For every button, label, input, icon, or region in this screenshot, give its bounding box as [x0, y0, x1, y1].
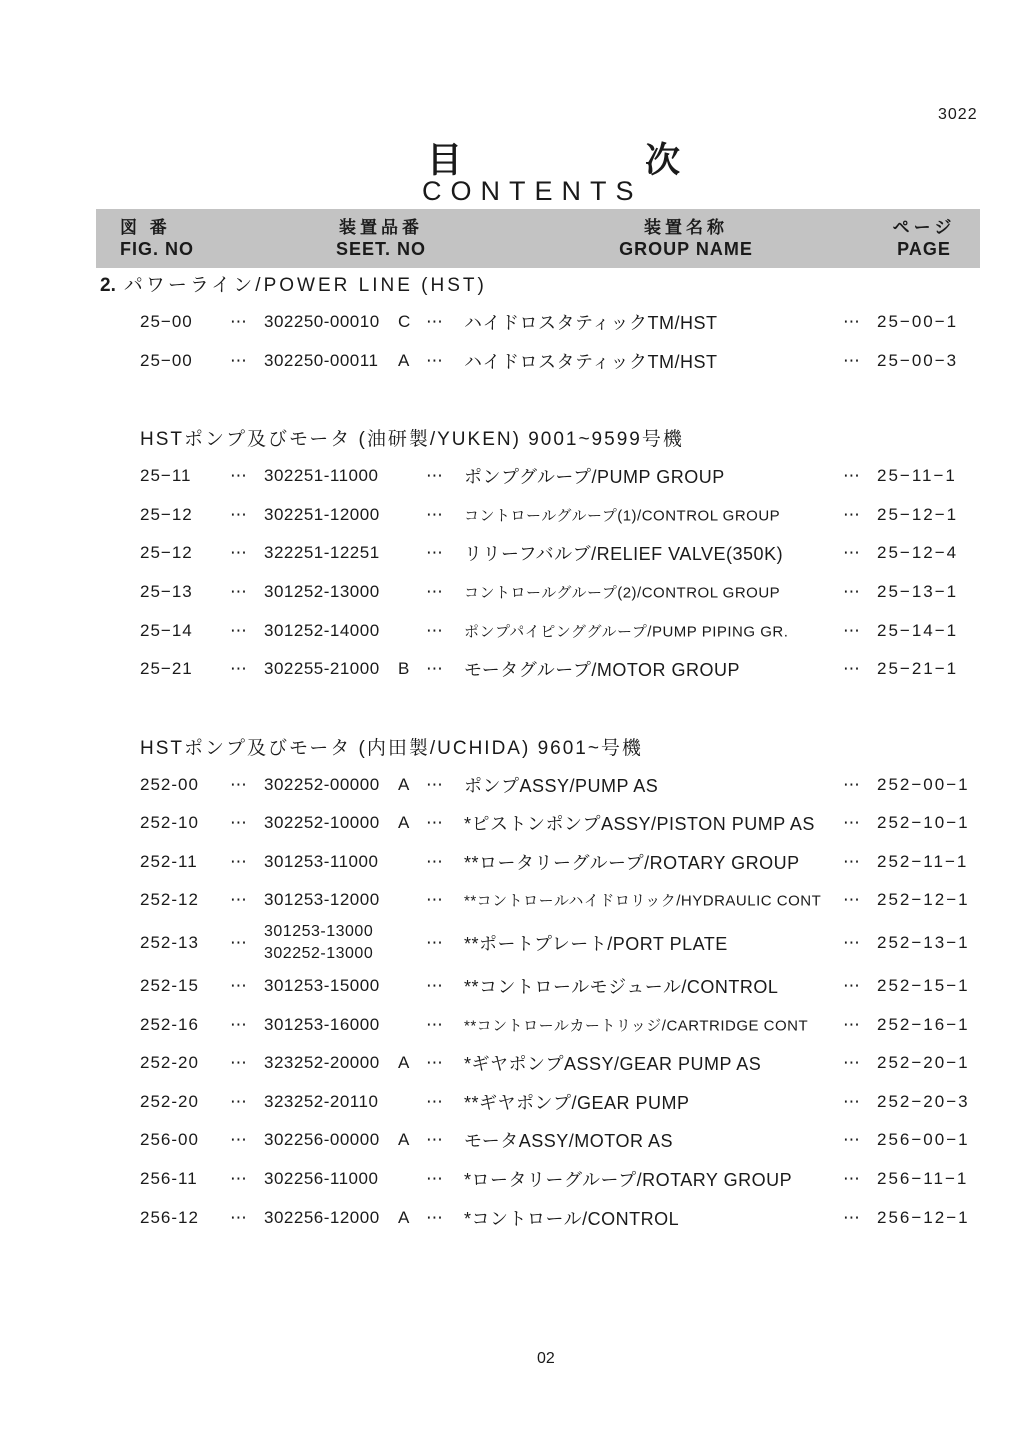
- part-no: 302250-00011: [264, 350, 379, 370]
- page-no: 252−15−1: [877, 975, 970, 995]
- subsection-header-text: HSTポンプ及びモータ (内田製/UCHIDA) 9601~号機: [140, 737, 643, 759]
- page-no: 252−12−1: [877, 890, 970, 910]
- leader-dots: ⋯: [230, 312, 247, 332]
- group-name: **コントロールモジュール/CONTROL: [464, 976, 779, 997]
- leader-dots: ⋯: [230, 466, 247, 486]
- section-number: 2.: [100, 275, 116, 296]
- leader-dots: ⋯: [230, 774, 247, 794]
- part-no: 302256-00000: [264, 1130, 380, 1150]
- toc-row: [0, 1160, 1024, 1199]
- column-header-group-name-en: GROUP NAME: [619, 238, 753, 259]
- leader-dots: ⋯: [230, 504, 247, 524]
- leader-dots: ⋯: [843, 813, 860, 833]
- leader-dots: ⋯: [843, 774, 860, 794]
- footer-page-number: 02: [537, 1350, 555, 1367]
- leader-dots: ⋯: [230, 1130, 247, 1150]
- group-name: ポンプパイピンググループ/PUMP PIPING GR.: [464, 623, 789, 641]
- page-no: 25−14−1: [877, 620, 959, 640]
- group-name: ハイドロスタティックTM/HST: [464, 351, 718, 372]
- leader-dots: ⋯: [230, 659, 247, 679]
- fig-no: 25−12: [140, 543, 193, 563]
- toc-row: [0, 1082, 1024, 1121]
- fig-no: 256-12: [140, 1207, 199, 1227]
- fig-no: 252-16: [140, 1014, 199, 1034]
- page-no: 256−12−1: [877, 1207, 970, 1227]
- leader-dots: ⋯: [230, 620, 247, 640]
- group-name: *ロータリーグループ/ROTARY GROUP: [464, 1169, 793, 1190]
- leader-dots: ⋯: [843, 504, 860, 524]
- fig-no: 25−14: [140, 620, 193, 640]
- subsection-header: [0, 727, 1024, 766]
- column-header-page-jp: ページ: [892, 217, 956, 237]
- leader-dots: ⋯: [426, 1207, 443, 1227]
- toc-row: [0, 881, 1024, 920]
- part-no: 323252-20000: [264, 1053, 380, 1073]
- leader-dots: ⋯: [426, 620, 443, 640]
- leader-dots: ⋯: [426, 543, 443, 563]
- leader-dots: ⋯: [230, 1014, 247, 1034]
- page-no: 252−10−1: [877, 813, 970, 833]
- leader-dots: ⋯: [843, 1130, 860, 1150]
- rev-code: A: [398, 1207, 410, 1227]
- fig-no: 25−00: [140, 350, 193, 370]
- leader-dots: ⋯: [426, 1091, 443, 1111]
- column-header-sheet-no-en: SEET. NO: [335, 238, 427, 259]
- page-no: 252−00−1: [877, 774, 970, 794]
- toc-row: [0, 534, 1024, 573]
- toc-row: [0, 1044, 1024, 1083]
- group-name: **ギヤポンプ/GEAR PUMP: [464, 1092, 690, 1113]
- leader-dots: ⋯: [426, 774, 443, 794]
- part-no: 302256-11000: [264, 1168, 379, 1188]
- group-name: **コントロールハイドロリック/HYDRAULIC CONT: [464, 892, 822, 910]
- page-no: 252−16−1: [877, 1014, 970, 1034]
- rev-code: A: [398, 1130, 410, 1150]
- fig-no: 252-10: [140, 813, 199, 833]
- part-no: 322251-12251: [264, 543, 380, 563]
- leader-dots: ⋯: [230, 813, 247, 833]
- leader-dots: ⋯: [426, 504, 443, 524]
- column-header-sheet-no: [276, 209, 486, 268]
- fig-no: 252-00: [140, 774, 199, 794]
- leader-dots: ⋯: [843, 1168, 860, 1188]
- column-header-group-name-jp: 装置名称: [644, 217, 728, 237]
- part-no: 301252-13000: [264, 582, 380, 602]
- toc-row: [0, 342, 1024, 381]
- fig-no: 252-20: [140, 1091, 199, 1111]
- leader-dots: ⋯: [426, 890, 443, 910]
- page-no: 25−12−4: [877, 543, 959, 563]
- leader-dots: ⋯: [843, 543, 860, 563]
- fig-no: 252-13: [140, 933, 199, 953]
- leader-dots: ⋯: [843, 975, 860, 995]
- part-no: 301253-13000 302252-13000: [264, 923, 374, 963]
- part-no: 301253-16000: [264, 1014, 380, 1034]
- leader-dots: ⋯: [426, 1053, 443, 1073]
- leader-dots: ⋯: [230, 890, 247, 910]
- toc-row: [0, 496, 1024, 535]
- leader-dots: ⋯: [843, 1014, 860, 1034]
- rev-code: A: [398, 813, 410, 833]
- leader-dots: ⋯: [230, 350, 247, 370]
- page-no: 25−00−1: [877, 312, 959, 332]
- leader-dots: ⋯: [843, 933, 860, 953]
- fig-no: 25−11: [140, 466, 192, 486]
- column-header-group-name: [526, 209, 846, 268]
- group-name: **コントロールカートリッジ/CARTRIDGE CONT: [464, 1017, 809, 1035]
- group-name: **ポートプレート/PORT PLATE: [464, 934, 728, 955]
- page-title-jp-left: 目: [427, 141, 463, 180]
- subsection-header: [0, 418, 1024, 457]
- page-no: 25−13−1: [877, 582, 959, 602]
- leader-dots: ⋯: [843, 312, 860, 332]
- group-name: ポンプASSY/PUMP AS: [464, 775, 659, 796]
- leader-dots: ⋯: [426, 1130, 443, 1150]
- leader-dots: ⋯: [843, 1091, 860, 1111]
- fig-no: 25−13: [140, 582, 193, 602]
- part-no: 302252-00000: [264, 774, 380, 794]
- part-no: 301253-11000: [264, 851, 379, 871]
- group-name: モータグループ/MOTOR GROUP: [464, 660, 741, 681]
- fig-no: 252-12: [140, 890, 199, 910]
- toc-row: [0, 303, 1024, 342]
- toc-row: [0, 920, 1024, 967]
- group-name: ポンプグループ/PUMP GROUP: [464, 467, 725, 488]
- column-header-page-en: PAGE: [897, 238, 951, 259]
- column-header-fig-no-en: FIG. NO: [120, 238, 194, 259]
- toc-row: [0, 967, 1024, 1006]
- page-no: 25−12−1: [877, 504, 959, 524]
- leader-dots: ⋯: [426, 1168, 443, 1188]
- fig-no: 256-11: [140, 1168, 198, 1188]
- column-header-page: [868, 209, 980, 268]
- doc-number: 3022: [938, 106, 978, 123]
- column-header-sheet-no-jp: 装置品番: [339, 217, 423, 237]
- part-no: 301253-12000: [264, 890, 380, 910]
- leader-dots: ⋯: [426, 975, 443, 995]
- group-name: *ギヤポンプASSY/GEAR PUMP AS: [464, 1054, 762, 1075]
- leader-dots: ⋯: [843, 620, 860, 640]
- column-header-fig-no-jp: 図 番: [120, 217, 171, 237]
- leader-dots: ⋯: [843, 659, 860, 679]
- page-no: 25−11−1: [877, 466, 957, 486]
- leader-dots: ⋯: [230, 933, 247, 953]
- part-no: 301252-14000: [264, 620, 380, 640]
- leader-dots: ⋯: [843, 466, 860, 486]
- leader-dots: ⋯: [426, 851, 443, 871]
- leader-dots: ⋯: [426, 466, 443, 486]
- leader-dots: ⋯: [843, 1053, 860, 1073]
- part-no: 302255-21000: [264, 659, 380, 679]
- column-header-fig-no: [106, 209, 256, 268]
- page-no: 252−11−1: [877, 851, 969, 871]
- fig-no: 25−12: [140, 504, 193, 524]
- page-no: 256−00−1: [877, 1130, 970, 1150]
- table-header-bar: [96, 209, 980, 268]
- page-no: 25−21−1: [877, 659, 959, 679]
- leader-dots: ⋯: [230, 1091, 247, 1111]
- leader-dots: ⋯: [843, 350, 860, 370]
- page-no: 252−20−1: [877, 1053, 970, 1073]
- toc-row: [0, 573, 1024, 612]
- leader-dots: ⋯: [230, 851, 247, 871]
- leader-dots: ⋯: [426, 312, 443, 332]
- toc-list: [0, 303, 1024, 1237]
- rev-code: A: [398, 1053, 410, 1073]
- part-no: 323252-20110: [264, 1091, 379, 1111]
- toc-row: [0, 1005, 1024, 1044]
- leader-dots: ⋯: [230, 1168, 247, 1188]
- part-no: 301253-15000: [264, 975, 380, 995]
- group-name: コントロールグループ(2)/CONTROL GROUP: [464, 584, 781, 602]
- fig-no: 256-00: [140, 1130, 199, 1150]
- page-no: 252−13−1: [877, 933, 970, 953]
- fig-no: 252-15: [140, 975, 199, 995]
- toc-row: [0, 611, 1024, 650]
- part-no: 302250-00010: [264, 312, 380, 332]
- leader-dots: ⋯: [843, 582, 860, 602]
- rev-code: A: [398, 774, 410, 794]
- toc-row: [0, 650, 1024, 689]
- leader-dots: ⋯: [843, 851, 860, 871]
- section-header: [100, 270, 487, 297]
- fig-no: 252-11: [140, 851, 198, 871]
- leader-dots: ⋯: [426, 659, 443, 679]
- toc-row: [0, 1121, 1024, 1160]
- leader-dots: ⋯: [230, 1053, 247, 1073]
- group-name: リリーフバルブ/RELIEF VALVE(350K): [464, 544, 784, 565]
- toc-row: [0, 457, 1024, 496]
- leader-dots: ⋯: [426, 933, 443, 953]
- fig-no: 25−21: [140, 659, 193, 679]
- fig-no: 252-20: [140, 1053, 199, 1073]
- fig-no: 25−00: [140, 312, 193, 332]
- page-no: 252−20−3: [877, 1091, 970, 1111]
- part-no: 302251-11000: [264, 466, 379, 486]
- section-title: パワーライン/POWER LINE (HST): [123, 275, 487, 296]
- part-no: 302251-12000: [264, 504, 380, 524]
- leader-dots: ⋯: [843, 890, 860, 910]
- leader-dots: ⋯: [426, 582, 443, 602]
- part-no: 302252-10000: [264, 813, 380, 833]
- toc-row: [0, 843, 1024, 882]
- group-name: *コントロール/CONTROL: [464, 1208, 680, 1229]
- leader-dots: ⋯: [230, 975, 247, 995]
- toc-row: [0, 765, 1024, 804]
- leader-dots: ⋯: [230, 543, 247, 563]
- rev-code: B: [398, 659, 410, 679]
- group-name: *ピストンポンプASSY/PISTON PUMP AS: [464, 814, 815, 835]
- toc-row: [0, 1198, 1024, 1237]
- part-no: 302256-12000: [264, 1207, 380, 1227]
- rev-code: A: [398, 350, 410, 370]
- page-no: 256−11−1: [877, 1168, 969, 1188]
- leader-dots: ⋯: [230, 1207, 247, 1227]
- leader-dots: ⋯: [426, 1014, 443, 1034]
- leader-dots: ⋯: [230, 582, 247, 602]
- group-name: コントロールグループ(1)/CONTROL GROUP: [464, 507, 781, 525]
- leader-dots: ⋯: [426, 813, 443, 833]
- rev-code: C: [398, 312, 411, 332]
- group-name: ハイドロスタティックTM/HST: [464, 313, 718, 334]
- page-no: 25−00−3: [877, 350, 959, 370]
- leader-dots: ⋯: [843, 1207, 860, 1227]
- toc-row: [0, 804, 1024, 843]
- subsection-header-text: HSTポンプ及びモータ (油研製/YUKEN) 9001~9599号機: [140, 429, 684, 451]
- page-title-jp-right: 次: [645, 141, 681, 180]
- leader-dots: ⋯: [426, 350, 443, 370]
- group-name: **ロータリーグループ/ROTARY GROUP: [464, 852, 800, 873]
- group-name: モータASSY/MOTOR AS: [464, 1131, 673, 1152]
- page-title-en: CONTENTS: [422, 176, 643, 206]
